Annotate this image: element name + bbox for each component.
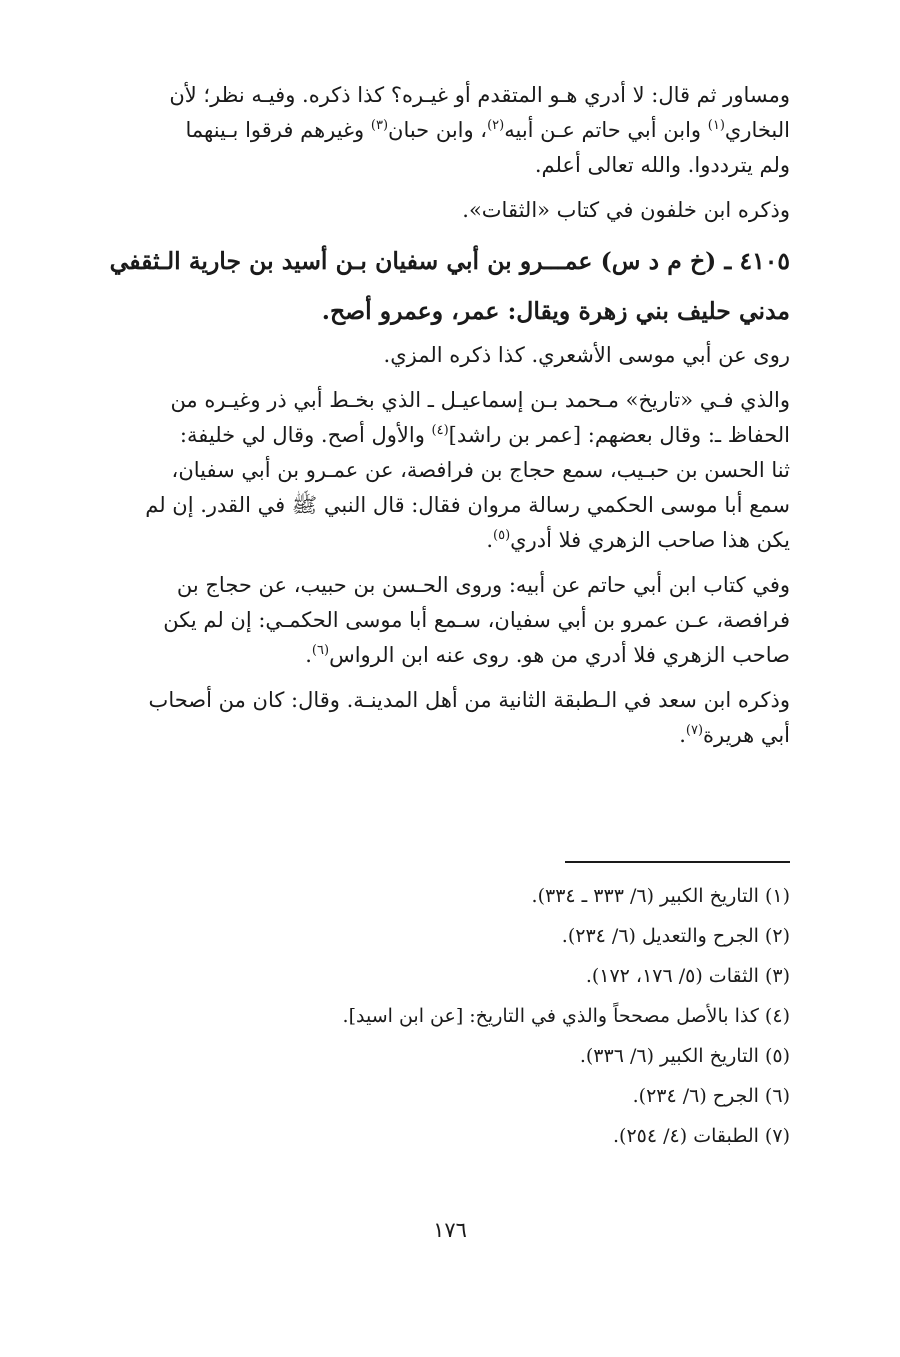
continued-paragraph xyxy=(100,193,790,228)
footnote-item: (٦) الجرح (٦/ ٢٣٤). xyxy=(632,1085,790,1107)
footnote-marker: (١) xyxy=(707,118,725,133)
footnote-marker: (٧) xyxy=(685,723,704,738)
text-line: روى عن أبي موسى الأشعري. كذا ذكره المزي. xyxy=(383,343,790,367)
text-line: صاحب الزهري فلا أدري من هو. روى عنه ابن الرواس$^{(٦)}$. xyxy=(305,643,790,667)
footnote-item: (٤) كذا بالأصل مصححاً والذي في التاريخ: [عن ابن اسيد]. xyxy=(342,1005,790,1027)
text-line: أبي هريرة$^{(٧)}$. xyxy=(679,723,790,747)
footnote-marker: (٤) xyxy=(431,423,449,438)
body-paragraph xyxy=(100,338,790,373)
footnote-separator xyxy=(565,861,790,863)
heading-line: ٤١٠٥ ـ (خ م د س) عمـــرو بن أبي سفيان بـن أسيد بن جارية الـثقفي xyxy=(109,247,790,275)
page-number: ١٧٦ xyxy=(433,1218,467,1242)
body-paragraph xyxy=(100,383,790,558)
heading-line: مدني حليف بني زهرة ويقال: عمر، وعمرو أصح. xyxy=(321,297,790,325)
footnote-item: (٧) الطبقات (٤/ ٢٥٤). xyxy=(613,1125,790,1147)
text-line: وذكره ابن خلفون في كتاب «الثقات». xyxy=(462,198,790,222)
footnote-marker: (٦) xyxy=(311,643,330,658)
text-line: ولم يترددوا. والله تعالى أعلم. xyxy=(534,153,790,177)
text-line: فرافصة، عـن عمرو بن أبي سفيان، سـمع أبا موسى الحكمـي: إن لم يكن xyxy=(163,608,790,632)
footnote-marker: (٢) xyxy=(487,118,505,133)
entry-body xyxy=(100,338,790,753)
text-line: البخاري$^{(١)}$ وابن أبي حاتم عـن أبيه$^{(٢)}$، وابن حبان$^{(٣)}$ وغيرهم فرقوا بـينهما xyxy=(185,118,790,142)
main-text xyxy=(100,78,790,763)
text-line: الحفاظ ـ: وقال بعضهم: [عمر بن راشد]$^{(٤)}$ والأول أصح. وقال لي خليفة: xyxy=(179,423,790,447)
continued-text xyxy=(100,78,790,228)
text-line: يكن هذا صاحب الزهري فلا أدري$^{(٥)}$. xyxy=(486,528,790,552)
footnote-marker: (٥) xyxy=(493,528,511,543)
text-line: وفي كتاب ابن أبي حاتم عن أبيه: وروى الحـسن بن حبيب، عن حجاج بن xyxy=(176,573,790,597)
text-line: سمع أبا موسى الحكمي رسالة مروان فقال: قال النبي ﷺ في القدر. إن لم xyxy=(145,493,790,517)
text-line: ومساور ثم قال: لا أدري هـو المتقدم أو غيـره؟ كذا ذكره. وفيـه نظر؛ لأن xyxy=(169,83,790,107)
text-line: ثنا الحسن بن حبـيب، سمع حجاج بن فرافصة، عن عمـرو بن أبي سفيان، xyxy=(171,458,790,482)
body-paragraph xyxy=(100,568,790,673)
footnotes xyxy=(100,876,790,1156)
entry-heading xyxy=(100,238,790,334)
footnote-marker: (٣) xyxy=(370,118,389,133)
footnote-item: (٢) الجرح والتعديل (٦/ ٢٣٤). xyxy=(561,925,790,947)
continued-paragraph xyxy=(100,78,790,183)
text-line: وذكره ابن سعد في الـطبقة الثانية من أهل المدينـة. وقال: كان من أصحاب xyxy=(148,688,790,712)
text-line: والذي فـي «تاريخ» مـحمد بـن إسماعيـل ـ الذي بخـط أبي ذر وغيـره من xyxy=(170,388,790,412)
footnote-item: (٣) الثقات (٥/ ١٧٦، ١٧٢). xyxy=(585,965,790,987)
footnote-item: (٥) التاريخ الكبير (٦/ ٣٣٦). xyxy=(579,1045,790,1067)
footnote-item: (١) التاريخ الكبير (٦/ ٣٣٣ ـ ٣٣٤). xyxy=(531,885,790,907)
body-paragraph xyxy=(100,683,790,753)
